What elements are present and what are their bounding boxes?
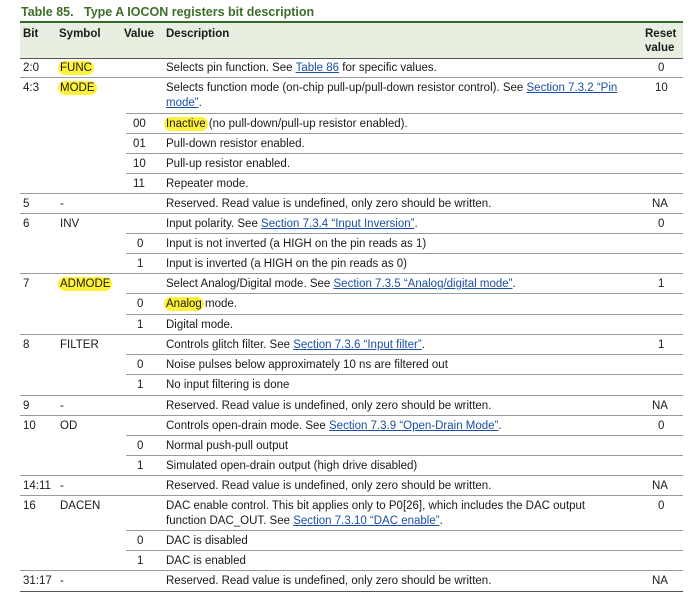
bit-cell: 9 bbox=[23, 400, 30, 412]
section-7-3-2-link[interactable]: Section 7.3.2 “Pin bbox=[526, 82, 618, 94]
description-cell: No input filtering is done bbox=[166, 379, 290, 391]
description-text: Controls glitch filter. See bbox=[166, 339, 294, 351]
description-cell-line2 bbox=[166, 514, 443, 528]
section-7-3-4-link[interactable]: Section 7.3.4 “Input Inversion” bbox=[261, 218, 415, 230]
reset-cell: NA bbox=[652, 198, 668, 210]
bit-cell: 31:17 bbox=[23, 575, 52, 587]
reset-cell: NA bbox=[652, 575, 668, 587]
header-reset-value: value bbox=[645, 42, 675, 54]
reset-cell: NA bbox=[652, 480, 668, 492]
row-rule bbox=[20, 495, 683, 496]
description-text: . bbox=[198, 97, 202, 109]
description-cell bbox=[166, 217, 418, 231]
description-cell: Pull-down resistor enabled. bbox=[166, 138, 305, 150]
value-cell: 0 bbox=[137, 238, 144, 250]
reset-cell: 0 bbox=[658, 218, 665, 230]
bit-cell: 2:0 bbox=[23, 62, 39, 74]
description-text: for specific values. bbox=[339, 62, 437, 74]
value-cell: 1 bbox=[137, 258, 144, 270]
highlight-mark: MODE bbox=[60, 82, 95, 94]
value-cell: 0 bbox=[137, 535, 144, 547]
description-text: . bbox=[498, 420, 502, 432]
description-cell: DAC enable control. This bit applies only to P0[26], which includes the DAC output bbox=[166, 500, 586, 512]
symbol-cell: INV bbox=[60, 218, 80, 230]
row-rule bbox=[126, 550, 683, 551]
description-text: Input polarity. See bbox=[166, 218, 262, 230]
description-cell: Simulated open-drain output (high drive disabled) bbox=[166, 460, 418, 472]
description-text: . bbox=[439, 515, 443, 527]
row-rule bbox=[126, 530, 683, 531]
row-rule bbox=[126, 374, 683, 375]
header-reset: Reset bbox=[645, 28, 677, 40]
description-cell: Digital mode. bbox=[166, 319, 234, 331]
row-rule bbox=[126, 455, 683, 456]
bit-cell: 16 bbox=[23, 500, 36, 512]
highlight-mark: Inactive bbox=[166, 118, 206, 130]
row-rule bbox=[20, 77, 683, 78]
value-cell: 0 bbox=[137, 298, 144, 310]
description-cell bbox=[166, 81, 617, 95]
description-cell: DAC is disabled bbox=[166, 535, 248, 547]
highlight-mark: ADMODE bbox=[60, 278, 111, 290]
value-cell: 01 bbox=[133, 138, 146, 150]
description-cell bbox=[166, 338, 425, 352]
description-text: mode. bbox=[201, 298, 237, 310]
description-text: (no pull-down/pull-up resistor enabled). bbox=[205, 118, 408, 130]
row-rule bbox=[20, 273, 683, 274]
description-cell-line2 bbox=[166, 96, 202, 110]
header-symbol: Symbol bbox=[59, 28, 101, 40]
bottom-rule bbox=[20, 591, 683, 592]
value-cell: 0 bbox=[137, 359, 144, 371]
reset-cell: 0 bbox=[658, 62, 665, 74]
row-rule bbox=[20, 415, 683, 416]
row-rule bbox=[126, 173, 683, 174]
row-rule bbox=[126, 293, 683, 294]
row-rule bbox=[126, 435, 683, 436]
bit-cell: 6 bbox=[23, 218, 30, 230]
section-7-3-6-link[interactable]: Section 7.3.6 “Input filter” bbox=[293, 339, 422, 351]
description-cell: Input is inverted (a HIGH on the pin reads as 0) bbox=[166, 258, 407, 270]
value-cell: 00 bbox=[133, 118, 146, 130]
description-cell: Reserved. Read value is undefined, only zero should be written. bbox=[166, 198, 492, 210]
table-86-link[interactable]: Table 86 bbox=[295, 62, 340, 74]
description-cell: Noise pulses below approximately 10 ns are filtered out bbox=[166, 359, 448, 371]
description-cell: Reserved. Read value is undefined, only zero should be written. bbox=[166, 575, 492, 587]
row-rule bbox=[126, 133, 683, 134]
symbol-cell bbox=[60, 81, 95, 95]
description-cell bbox=[166, 117, 408, 131]
symbol-cell: - bbox=[60, 400, 64, 412]
value-cell: 1 bbox=[137, 460, 144, 472]
description-text: Selects pin function. See bbox=[166, 62, 296, 74]
description-cell bbox=[166, 297, 237, 311]
section-7-3-2-link-cont[interactable]: mode” bbox=[166, 97, 199, 109]
description-cell: Reserved. Read value is undefined, only zero should be written. bbox=[166, 480, 492, 492]
header-band bbox=[20, 22, 683, 58]
value-cell: 1 bbox=[137, 379, 144, 391]
header-rule bbox=[20, 58, 683, 59]
symbol-cell bbox=[60, 61, 92, 75]
table-number: Table 85. bbox=[21, 5, 74, 19]
row-rule bbox=[126, 233, 683, 234]
row-rule bbox=[126, 253, 683, 254]
description-text: function DAC_OUT. See bbox=[166, 515, 294, 527]
value-cell: 0 bbox=[137, 440, 144, 452]
symbol-cell: FILTER bbox=[60, 339, 99, 351]
bit-cell: 5 bbox=[23, 198, 30, 210]
symbol-cell: - bbox=[60, 480, 64, 492]
bit-cell: 14:11 bbox=[23, 480, 51, 492]
description-cell: Repeater mode. bbox=[166, 178, 249, 190]
description-cell: Input is not inverted (a HIGH on the pin reads as 1) bbox=[166, 238, 427, 250]
value-cell: 11 bbox=[133, 178, 145, 190]
row-rule bbox=[126, 153, 683, 154]
section-7-3-9-link[interactable]: Section 7.3.9 “Open-Drain Mode” bbox=[329, 420, 499, 432]
row-rule bbox=[126, 113, 683, 114]
value-cell: 1 bbox=[137, 555, 144, 567]
description-text: . bbox=[414, 218, 418, 230]
header-bit: Bit bbox=[23, 28, 39, 40]
reset-cell: NA bbox=[652, 400, 668, 412]
reset-cell: 1 bbox=[658, 278, 665, 290]
row-rule bbox=[20, 193, 683, 194]
symbol-cell bbox=[60, 277, 110, 291]
reset-cell: 10 bbox=[655, 82, 668, 94]
description-cell bbox=[166, 419, 502, 433]
highlight-mark: FUNC bbox=[60, 62, 92, 74]
header-value: Value bbox=[124, 28, 155, 40]
bit-cell: 4:3 bbox=[23, 82, 39, 94]
row-rule bbox=[20, 570, 683, 571]
description-text: Selects function mode (on-chip pull-up/pull-down resistor control). See bbox=[166, 82, 527, 94]
description-cell: Pull-up resistor enabled. bbox=[166, 158, 291, 170]
description-cell bbox=[166, 277, 516, 291]
symbol-cell: - bbox=[60, 198, 64, 210]
reset-cell: 1 bbox=[658, 339, 665, 351]
top-rule bbox=[20, 21, 683, 23]
description-cell bbox=[166, 61, 437, 75]
description-cell: DAC is enabled bbox=[166, 555, 246, 567]
symbol-cell: OD bbox=[60, 420, 78, 432]
value-cell: 10 bbox=[133, 158, 146, 170]
description-text: Select Analog/Digital mode. See bbox=[166, 278, 334, 290]
reset-cell: 0 bbox=[658, 420, 665, 432]
bit-cell: 7 bbox=[23, 278, 30, 290]
row-rule bbox=[20, 395, 683, 396]
description-text: . bbox=[421, 339, 425, 351]
reset-cell: 0 bbox=[658, 500, 665, 512]
section-7-3-5-link[interactable]: Section 7.3.5 “Analog/digital mode” bbox=[333, 278, 513, 290]
row-rule bbox=[126, 354, 683, 355]
header-description: Description bbox=[166, 28, 230, 40]
row-rule bbox=[20, 213, 683, 214]
symbol-cell: DACEN bbox=[60, 500, 101, 512]
table-title: Type A IOCON registers bit description bbox=[84, 5, 315, 19]
row-rule bbox=[20, 475, 683, 476]
description-text: Controls open-drain mode. See bbox=[166, 420, 330, 432]
section-7-3-10-link[interactable]: Section 7.3.10 “DAC enable” bbox=[293, 515, 440, 527]
bit-cell: 10 bbox=[23, 420, 36, 432]
table-caption bbox=[21, 5, 314, 19]
description-text: . bbox=[512, 278, 516, 290]
symbol-cell: - bbox=[60, 575, 64, 587]
value-cell: 1 bbox=[137, 319, 144, 331]
description-cell: Normal push-pull output bbox=[166, 440, 289, 452]
row-rule bbox=[126, 314, 683, 315]
highlight-mark: Analog bbox=[166, 298, 202, 310]
row-rule bbox=[20, 334, 683, 335]
description-cell: Reserved. Read value is undefined, only zero should be written. bbox=[166, 400, 492, 412]
bit-cell: 8 bbox=[23, 339, 30, 351]
